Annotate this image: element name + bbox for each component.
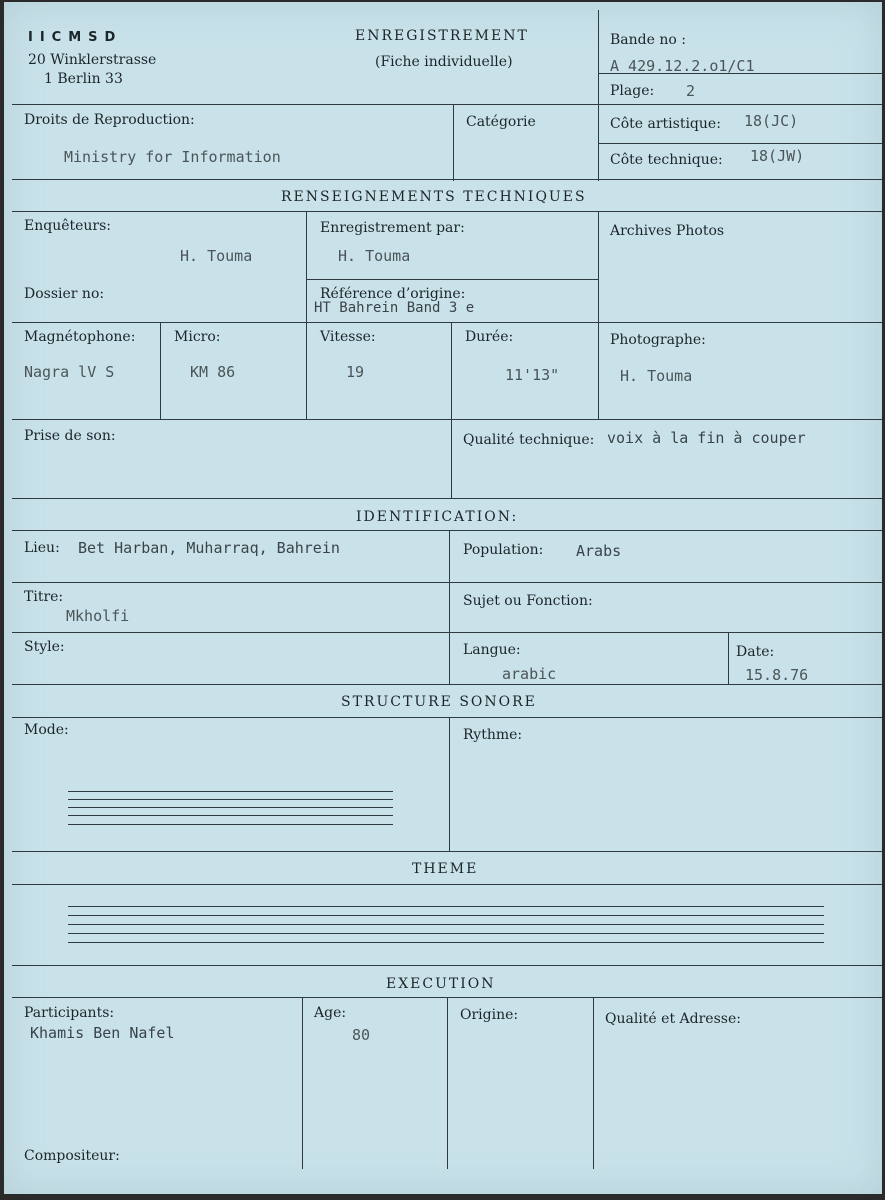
record-card	[4, 2, 882, 1194]
divider	[598, 10, 599, 106]
origine-label: Origine:	[460, 1007, 519, 1023]
bande-label: Bande no :	[610, 32, 686, 48]
plage-label: Plage:	[610, 83, 655, 99]
divider	[598, 211, 599, 420]
staff-line	[68, 824, 393, 825]
cote-artistique-label: Côte artistique:	[610, 116, 721, 132]
enqueteurs-label: Enquêteurs:	[24, 218, 112, 234]
staff-line	[68, 799, 393, 800]
section-execution: EXECUTION	[386, 976, 496, 992]
divider	[449, 530, 450, 684]
divider	[12, 717, 882, 718]
divider	[12, 104, 882, 105]
card-title: ENREGISTREMENT	[355, 28, 529, 44]
photographe-value: H. Touma	[620, 367, 693, 385]
divider	[302, 997, 303, 1169]
prise-de-son-label: Prise de son:	[24, 428, 116, 444]
langue-label: Langue:	[463, 642, 521, 658]
divider	[306, 211, 307, 420]
enregistrement-par-value: H. Touma	[338, 247, 411, 265]
titre-value: Mkholfi	[66, 607, 130, 625]
divider	[12, 965, 882, 966]
dossier-label: Dossier no:	[24, 286, 105, 302]
style-label: Style:	[24, 639, 65, 655]
droits-label: Droits de Reproduction:	[24, 112, 195, 128]
section-theme: THEME	[412, 861, 479, 877]
logo: IICMSD	[28, 30, 123, 45]
address-street: 20 Winklerstrasse	[28, 52, 157, 68]
divider	[12, 498, 882, 499]
staff-line	[68, 906, 824, 907]
participants-value: Khamis Ben Nafel	[30, 1024, 175, 1042]
magnetophone-label: Magnétophone:	[24, 329, 136, 345]
divider	[12, 211, 882, 212]
divider	[306, 279, 598, 280]
droits-value: Ministry for Information	[64, 148, 281, 166]
plage-value: 2	[686, 82, 696, 100]
duree-value: 11'13"	[505, 366, 560, 384]
enregistrement-par-label: Enregistrement par:	[320, 220, 465, 236]
staff-line	[68, 942, 824, 943]
reference-value: HT Bahrein Band 3 e	[314, 300, 475, 316]
langue-value: arabic	[502, 665, 557, 683]
cote-technique-value: 18(JW)	[750, 147, 805, 165]
enqueteurs-value: H. Touma	[180, 247, 253, 265]
population-label: Population:	[463, 542, 544, 558]
divider	[728, 632, 729, 684]
compositeur-label: Compositeur:	[24, 1148, 120, 1164]
divider	[451, 419, 452, 499]
divider	[12, 582, 882, 583]
divider	[12, 851, 882, 852]
divider	[453, 104, 454, 181]
divider	[12, 322, 882, 323]
divider	[598, 143, 882, 144]
divider	[12, 684, 882, 685]
staff-line	[68, 933, 824, 934]
age-label: Age:	[314, 1005, 347, 1021]
date-label: Date:	[736, 644, 775, 660]
divider	[12, 530, 882, 531]
card-subtitle: (Fiche individuelle)	[375, 54, 513, 70]
divider	[447, 997, 448, 1169]
staff-line	[68, 807, 393, 808]
sujet-fonction-label: Sujet ou Fonction:	[463, 593, 593, 609]
duree-label: Durée:	[465, 329, 514, 345]
section-identification: IDENTIFICATION:	[356, 509, 519, 525]
lieu-label: Lieu:	[24, 540, 60, 556]
mode-label: Mode:	[24, 722, 69, 738]
divider	[12, 419, 882, 420]
divider	[12, 632, 882, 633]
cote-artistique-value: 18(JC)	[744, 112, 799, 130]
qualite-technique-value: voix à la fin à couper	[607, 429, 806, 447]
qualite-technique-label: Qualité technique:	[463, 432, 595, 448]
categorie-label: Catégorie	[466, 114, 536, 130]
qualite-adresse-label: Qualité et Adresse:	[605, 1011, 741, 1027]
cote-technique-label: Côte technique:	[610, 152, 723, 168]
staff-line	[68, 815, 393, 816]
photographe-label: Photographe:	[610, 332, 706, 348]
divider	[12, 884, 882, 885]
address-city: 1 Berlin 33	[44, 71, 123, 87]
section-renseignements-techniques: RENSEIGNEMENTS TECHNIQUES	[281, 189, 587, 205]
micro-value: KM 86	[190, 363, 236, 381]
rythme-label: Rythme:	[463, 727, 523, 743]
date-value: 15.8.76	[745, 666, 809, 684]
bande-value: A 429.12.2.o1/C1	[610, 57, 755, 75]
divider	[451, 322, 452, 420]
divider	[160, 322, 161, 420]
section-structure-sonore: STRUCTURE SONORE	[341, 694, 537, 710]
magnetophone-value: Nagra lV S	[24, 363, 115, 381]
micro-label: Micro:	[174, 329, 221, 345]
divider	[449, 717, 450, 852]
lieu-value: Bet Harban, Muharraq, Bahrein	[78, 539, 340, 557]
staff-line	[68, 924, 824, 925]
archives-photos-label: Archives Photos	[610, 223, 725, 239]
vitesse-value: 19	[346, 363, 365, 381]
staff-line	[68, 915, 824, 916]
staff-line	[68, 791, 393, 792]
age-value: 80	[352, 1026, 371, 1044]
divider	[593, 997, 594, 1169]
reference-label: Référence d’origine:	[320, 286, 466, 302]
vitesse-label: Vitesse:	[320, 329, 376, 345]
population-value: Arabs	[576, 542, 622, 560]
titre-label: Titre:	[24, 589, 64, 605]
divider	[12, 179, 882, 180]
participants-label: Participants:	[24, 1005, 115, 1021]
